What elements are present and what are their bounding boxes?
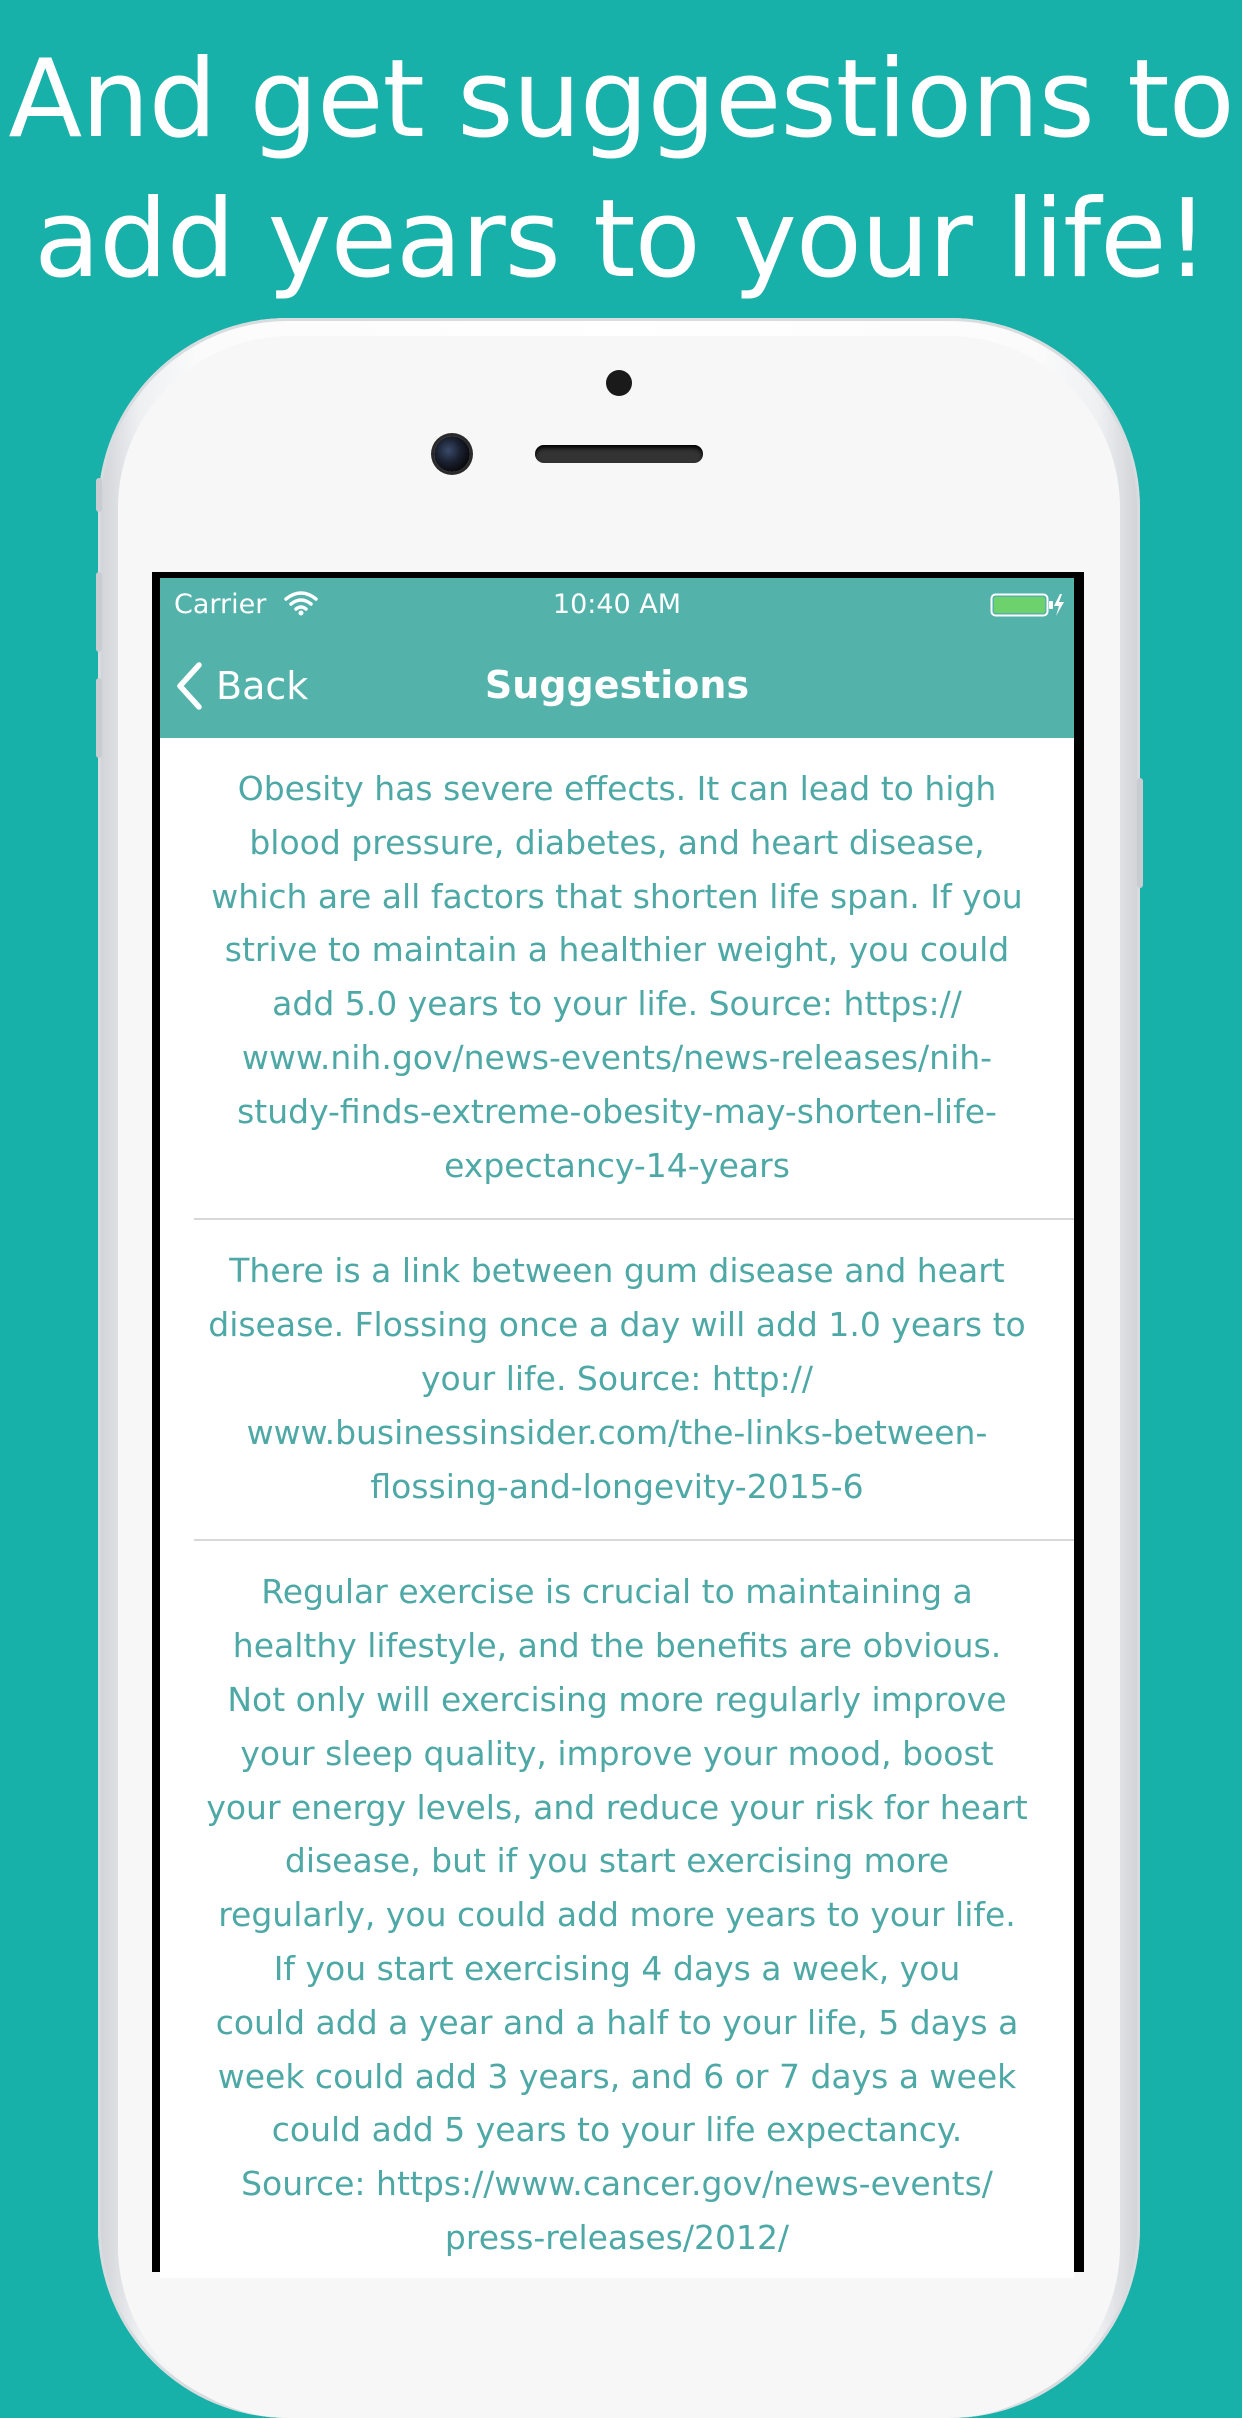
suggestion-cell[interactable]: [194, 1539, 1074, 2290]
clock-label: 10:40 AM: [552, 589, 682, 620]
carrier-label: Carrier: [174, 589, 267, 620]
proximity-sensor: [606, 370, 632, 396]
promo-headline: [0, 30, 1242, 310]
battery-charging-icon: [990, 592, 1066, 618]
headline-line-1: And get suggestions to: [8, 37, 1234, 162]
phone-volume-up: [96, 572, 102, 652]
suggestion-text: Regular exercise is crucial to maintaining a healthy lifestyle, and the benefits are obvious. Not only will exercising more regularly improve your sleep quality, improve your mood, boost your energy levels, and reduce your risk for heart disease, but if you start exercising more regularly, you could add more years to your life. If you start exercising 4 days a week, you could add a year and a half to your life, 5 days a week could add 3 years, and 6 or 7 days a week could add 5 years to your life expectancy. Source: https://www.cancer.gov/news-events/ press-releases/2012/: [206, 1572, 1028, 2257]
front-camera-icon: [434, 436, 470, 472]
suggestion-cell[interactable]: [194, 1218, 1074, 1539]
headline-line-2: add years to your life!: [34, 177, 1208, 302]
suggestion-text: Obesity has severe effects. It can lead to high blood pressure, diabetes, and heart disease, which are all factors that shorten life span. If you strive to maintain a healthier weight, you could add 5.0 years to your life. Source: https:// www.nih.gov/news-events/news-releases/nih- study-finds-extreme-obesity-may-shorten-life- expectancy-14-years: [211, 769, 1023, 1185]
phone-power-button: [1137, 778, 1143, 888]
phone-volume-down: [96, 678, 102, 758]
suggestions-list[interactable]: [160, 738, 1074, 2291]
phone-mute-switch: [96, 478, 102, 512]
phone-screen: [152, 572, 1084, 2272]
app-display: [160, 578, 1074, 2278]
page-title: Suggestions: [484, 663, 750, 707]
suggestion-cell[interactable]: [160, 738, 1074, 1218]
earpiece-speaker: [535, 445, 703, 463]
suggestion-text: There is a link between gum disease and heart disease. Flossing once a day will add 1.0 years to your life. Source: http:// www.businessinsider.com/the-links-between- flossing-and-longevity-2015-6: [208, 1251, 1026, 1506]
navigation-bar: [160, 578, 1074, 738]
back-label: Back: [216, 664, 309, 708]
